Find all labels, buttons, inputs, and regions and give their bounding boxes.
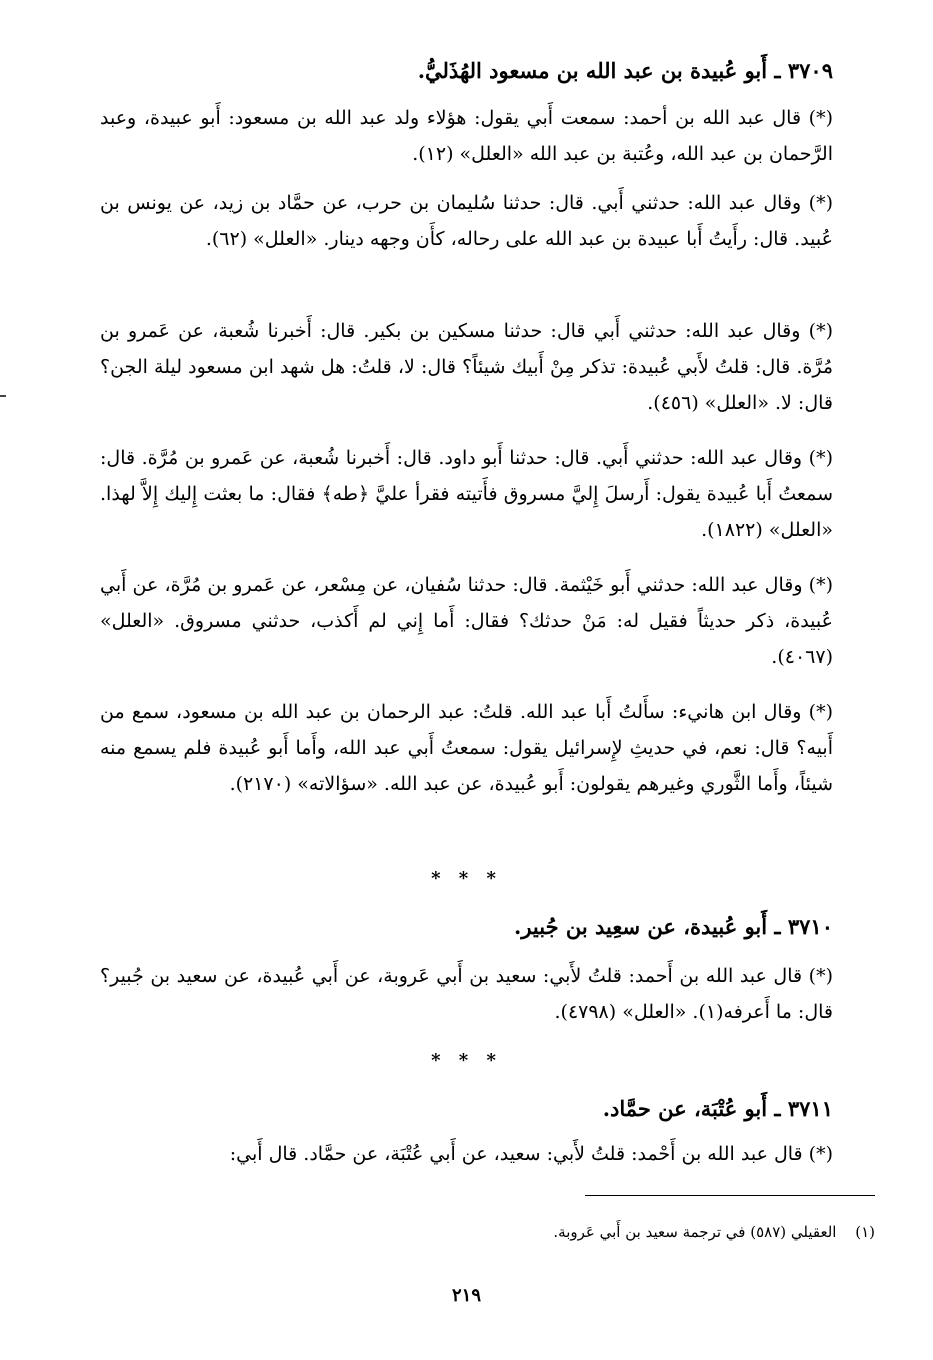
entry-3711-paragraph-1: (*) قال عبد الله بن أَحْمد: قلتُ لأَبي: سعيد، عن أَبي عُتْبَة، عن حمَّاد. قال أَبي: <box>229 1143 833 1165</box>
entry-3709-paragraph-2: (*) وقال عبد الله: حدثني أَبي. قال: حدثنا سُليمان بن حرب، عن حمَّاد بن زيد، عن يونس بن عُبيد. قال: رأَيتُ أَبا عبيدة بن عبد الله على رحاله، كأَن وجهه دينار. «العلل» (٦٢). <box>100 192 833 250</box>
page-number: ٢١٩ <box>451 1285 481 1306</box>
entry-title-3711: ٣٧١١ ـ أَبو عُتْبَة، عن حمَّاد. <box>602 1096 833 1121</box>
entry-3709-paragraph-3: (*) وقال عبد الله: حدثني أَبي قال: حدثنا مسكين بن بكير. قال: أَخبرنا شُعبة، عن عَمرو بن مُرَّة. قال: قلتُ لأَبي عُبيدة: تذكر مِنْ أَبيك شيئاً؟ قال: لا، قلتُ: هل شهد ابن مسعود ليلة الجن؟ قال: لا. «العلل» (٤٥٦). <box>100 320 833 414</box>
entry-3709-paragraph-4: (*) وقال عبد الله: حدثني أَبي. قال: حدثنا أَبو داود. قال: أَخبرنا شُعبة، عن عَمرو بن مُرَّة. قال: سمعتُ أَبا عُبيدة يقول: أَرسلَ إِليَّ مسروق فأَتيته فقرأ عليَّ ﴿طه﴾ فقال: ما بعثت إِليك إِلاَّ لهذا. «العلل» (١٨٢٢). <box>100 447 833 541</box>
entry-title-3710: ٣٧١٠ ـ أَبو عُبيدة، عن سعِيد بن جُبير. <box>514 914 833 939</box>
entry-3710-paragraph-1: (*) قال عبد الله بن أَحمد: قلتُ لأَبي: سعيد بن أَبي عَروبة، عن أَبي عُبيدة، عن سعيد بن جُبير؟ قال: ما أَعرفه(١). «العلل» (٤٧٩٨). <box>100 965 833 1023</box>
entry-3709-paragraph-5: (*) وقال عبد الله: حدثني أَبو خَيْثمة. قال: حدثنا سُفيان، عن مِسْعر، عن عَمرو بن مُرَّة، عن أَبي عُبيدة، ذكر حديثاً فقيل له: مَنْ حدثك؟ فقال: أَما إِني لم أَكذب، حدثني مسروق. «العلل» (٤٠٦٧). <box>100 574 833 668</box>
section-separator-2: * * * <box>431 1050 502 1071</box>
entry-3709-paragraph-6: (*) وقال ابن هانيء: سأَلتُ أَبا عبد الله. قلتُ: عبد الرحمان بن عبد الله بن مسعود، سمع من أَبيه؟ قال: نعم، في حديثِ لإِسرائيل يقول: سمعتُ أَبي عبد الله، وأَما أَبو عُبيدة فلم يسمع منه شيئاً، وأَما الثَّوري وغيرهم يقولون: أَبو عُبيدة، عن عبد الله. «سؤالاته» (٢١٧٠). <box>100 701 833 795</box>
footnote-text: العقيلي (٥٨٧) في ترجمة سعيد بن أَبي عَروبة. <box>553 1223 837 1241</box>
footnote-divider <box>585 1195 875 1196</box>
footnote <box>115 1220 875 1244</box>
scan-edge-mark <box>0 395 6 397</box>
entry-title-3709: ٣٧٠٩ ـ أَبو عُبيدة بن عبد الله بن مسعود الهُذَليُّ. <box>417 58 833 83</box>
footnote-number: (١) <box>855 1223 875 1241</box>
entry-3709-paragraph-1: (*) قال عبد الله بن أحمد: سمعت أَبي يقول: هؤلاء ولد عبد الله بن مسعود: أَبو عبيدة، وعبد الرَّحمان بن عبد الله، وعُتبة بن عبد الله «العلل» (١٢). <box>100 107 833 165</box>
section-separator-1: * * * <box>431 868 502 889</box>
